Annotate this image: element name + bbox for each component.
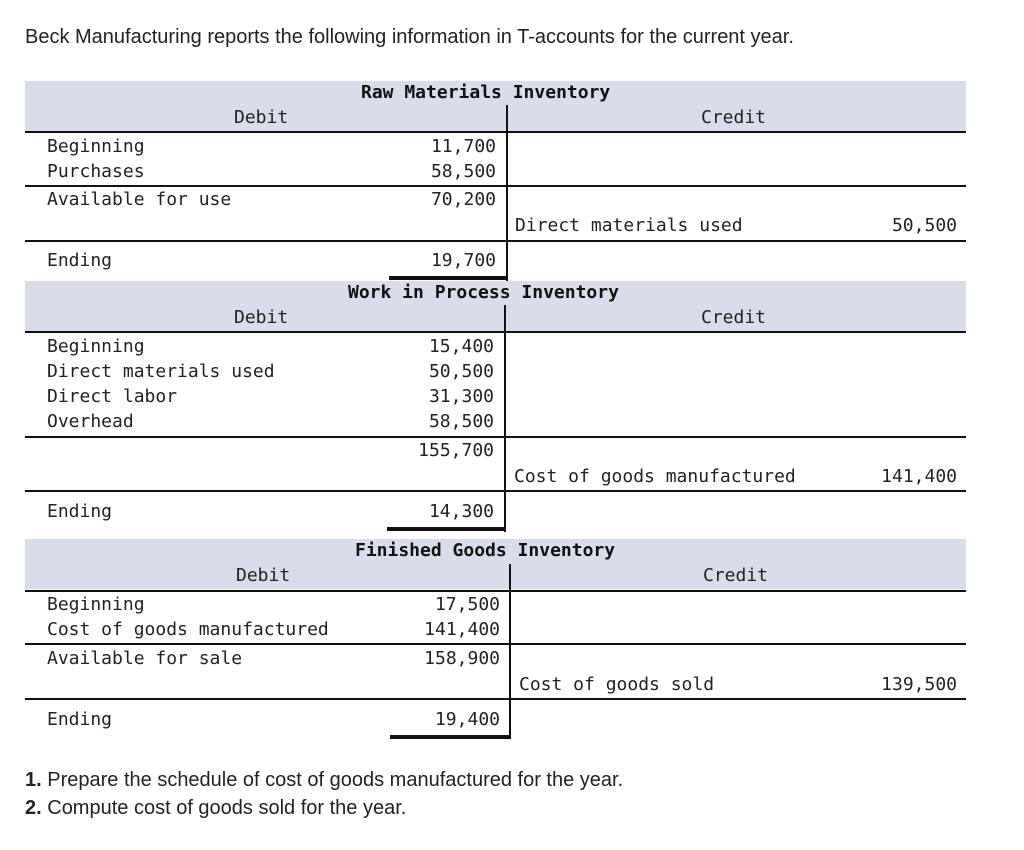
subtotal-rule — [25, 185, 966, 187]
debit-label: Debit — [234, 307, 289, 328]
credit-label: Credit — [703, 565, 769, 586]
subtotal-label: Available for use — [47, 189, 232, 210]
ending-amount: 19,400 — [434, 709, 500, 730]
question-number: 1. — [25, 769, 42, 791]
debit-row-amount: 31,300 — [428, 386, 494, 407]
header-rule — [25, 331, 966, 333]
account-title: Finished Goods Inventory — [355, 540, 616, 561]
question-text: Prepare the schedule of cost of goods manufactured for the year. — [41, 769, 624, 791]
account-title: Raw Materials Inventory — [361, 82, 611, 103]
debit-row-amount: 141,400 — [424, 619, 500, 640]
subtotal-label: Available for sale — [47, 648, 243, 669]
credit-item-label: Cost of goods manufactured — [514, 466, 796, 487]
ending-label: Ending — [47, 709, 113, 730]
account-title: Work in Process Inventory — [348, 282, 619, 303]
debit-row-label: Overhead — [47, 411, 134, 432]
question-1 — [25, 769, 623, 792]
debit-row-label: Beginning — [47, 136, 145, 157]
debit-row-amount: 58,500 — [430, 161, 496, 182]
ending-amount: 14,300 — [428, 501, 494, 522]
subtotal-amount: 155,700 — [418, 440, 494, 461]
credit-label: Credit — [701, 307, 767, 328]
debit-row-amount: 11,700 — [430, 136, 496, 157]
credit-label: Credit — [701, 107, 767, 128]
debit-row-amount: 58,500 — [428, 411, 494, 432]
t-divider — [504, 305, 506, 532]
question-text: Compute cost of goods sold for the year. — [41, 797, 407, 819]
question-2 — [25, 797, 406, 820]
ending-amount: 19,700 — [430, 250, 496, 271]
ending-label: Ending — [47, 501, 113, 522]
ending-label: Ending — [47, 250, 113, 271]
question-number: 2. — [25, 797, 42, 819]
header-rule — [25, 590, 966, 592]
subtotal-amount: 158,900 — [424, 648, 500, 669]
debit-row-amount: 15,400 — [428, 336, 494, 357]
ending-rule — [25, 490, 966, 492]
subtotal-rule — [25, 643, 966, 645]
debit-row-label: Cost of goods manufactured — [47, 619, 329, 640]
ending-rule — [25, 240, 966, 242]
credit-item-amount: 141,400 — [881, 466, 957, 487]
debit-label: Debit — [236, 565, 291, 586]
intro-text: Beck Manufacturing reports the following information in T-accounts for the current year. — [25, 26, 794, 48]
t-divider — [506, 105, 508, 281]
subtotal-amount: 70,200 — [430, 189, 496, 210]
credit-item-label: Direct materials used — [515, 215, 743, 236]
debit-row-label: Direct materials used — [47, 361, 275, 382]
debit-row-label: Beginning — [47, 594, 145, 615]
credit-item-label: Cost of goods sold — [519, 674, 715, 695]
debit-row-amount: 17,500 — [434, 594, 500, 615]
debit-row-amount: 50,500 — [428, 361, 494, 382]
ending-rule — [25, 698, 966, 700]
ending-double-underline — [390, 735, 509, 739]
t-divider — [509, 564, 511, 739]
debit-label: Debit — [234, 107, 289, 128]
credit-item-amount: 50,500 — [891, 215, 957, 236]
debit-row-label: Purchases — [47, 161, 145, 182]
ending-double-underline — [387, 527, 504, 531]
credit-item-amount: 139,500 — [881, 674, 957, 695]
debit-row-label: Direct labor — [47, 386, 178, 407]
subtotal-rule — [25, 436, 966, 438]
ending-double-underline — [389, 276, 506, 280]
header-rule — [25, 131, 966, 133]
debit-row-label: Beginning — [47, 336, 145, 357]
